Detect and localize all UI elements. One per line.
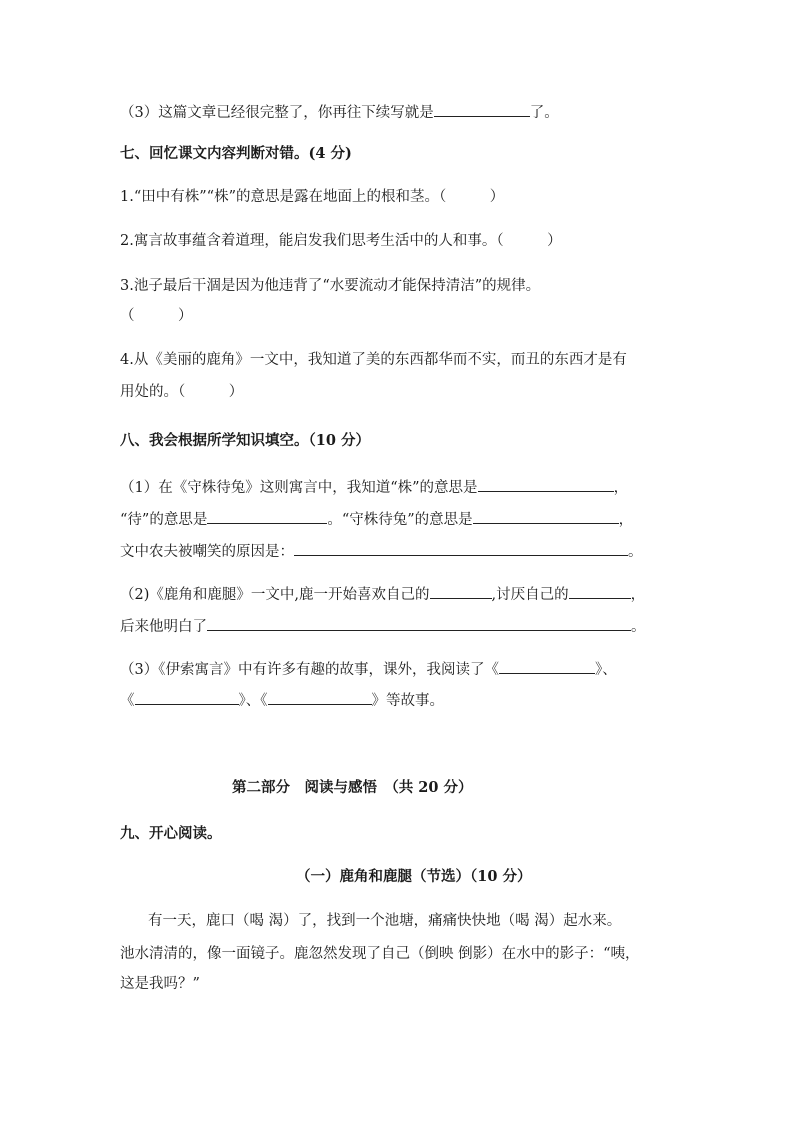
answer-blank[interactable] [207, 509, 327, 524]
judge-item-4: 4.从《美丽的鹿角》一文中，我知道了美的东西都华而不实，而丑的东西才是有 [120, 352, 627, 368]
judge-item-3-bracket: （ ） [120, 308, 193, 324]
fill-question-1-line1 [120, 477, 628, 498]
answer-blank[interactable] [434, 102, 530, 117]
punct: ， [618, 512, 634, 528]
fill-question-1-text: 文中农夫被嘲笑的原因是： [120, 544, 294, 560]
fill-question-2-text: ,讨厌自己的 [491, 587, 569, 603]
answer-blank[interactable] [478, 477, 614, 492]
fill-question-3-text: （3）《伊索寓言》中有许多有趣的故事，课外，我阅读了《 [120, 662, 499, 678]
judge-item-4-cont: 用处的。（ ） [120, 384, 244, 400]
question-6-3-end: 了。 [529, 105, 559, 121]
answer-blank[interactable] [135, 690, 239, 705]
section-9-heading: 九、开心阅读。 [120, 825, 222, 842]
answer-blank[interactable] [430, 584, 492, 599]
section-7-heading: 七、回忆课文内容判断对错。(4 分) [120, 145, 352, 162]
punct: 。 [628, 544, 643, 560]
punct: ， [613, 480, 629, 496]
passage-line-1: 有一天，鹿口（喝 渴）了，找到一个池塘，痛痛快快地（喝 渴）起水来。 [148, 913, 622, 929]
punct: 。 [631, 619, 646, 635]
answer-blank[interactable] [207, 616, 631, 631]
passage-line-2: 池水清清的，像一面镜子。鹿忽然发现了自己（倒映 倒影）在水中的影子：“咦， [120, 946, 640, 962]
answer-blank[interactable] [569, 584, 631, 599]
fill-question-2-line1 [120, 584, 645, 605]
punct: 》、《 [238, 693, 268, 709]
fill-question-3-line1 [120, 659, 617, 680]
question-6-3 [120, 102, 559, 123]
passage-line-3: 这是我吗？” [120, 976, 200, 992]
punct: 》、 [594, 662, 617, 678]
answer-blank[interactable] [294, 541, 628, 556]
fill-question-1-line3 [120, 541, 643, 562]
part-2-heading: 第二部分 阅读与感悟 （共 20 分） [232, 779, 473, 796]
fill-question-1-text: 。“守株待兔”的意思是 [327, 512, 473, 528]
fill-question-1-text: “待”的意思是 [120, 512, 208, 528]
fill-question-3-end: 》等故事。 [371, 693, 444, 709]
fill-question-1-text: （1）在《守株待兔》这则寓言中，我知道“株”的意思是 [120, 480, 478, 496]
question-6-3-text: （3）这篇文章已经很完整了，你再往下续写就是 [120, 105, 434, 121]
judge-item-2: 2.寓言故事蕴含着道理，能启发我们思考生活中的人和事。（ ） [120, 233, 562, 249]
section-8-heading: 八、我会根据所学知识填空。（10 分） [120, 432, 370, 449]
judge-item-1: 1.“田中有株”“株”的意思是露在地面上的根和茎。（ ） [120, 189, 505, 205]
fill-question-2-line2 [120, 616, 646, 637]
fill-question-1-line2 [120, 509, 633, 530]
fill-question-3-line2 [120, 690, 444, 711]
punct: ， [630, 587, 646, 603]
answer-blank[interactable] [499, 659, 595, 674]
fill-question-2-text: （2)《鹿角和鹿腿》一文中,鹿一开始喜欢自己的 [120, 587, 430, 603]
answer-blank[interactable] [473, 509, 619, 524]
judge-item-3: 3.池子最后干涸是因为他违背了“水要流动才能保持清洁”的规律。 [120, 278, 541, 294]
passage-subheading: （一）鹿角和鹿腿（节选）（10 分） [296, 868, 532, 885]
punct: 《 [120, 693, 135, 709]
answer-blank[interactable] [268, 690, 372, 705]
fill-question-2-text: 后来他明白了 [120, 619, 207, 635]
